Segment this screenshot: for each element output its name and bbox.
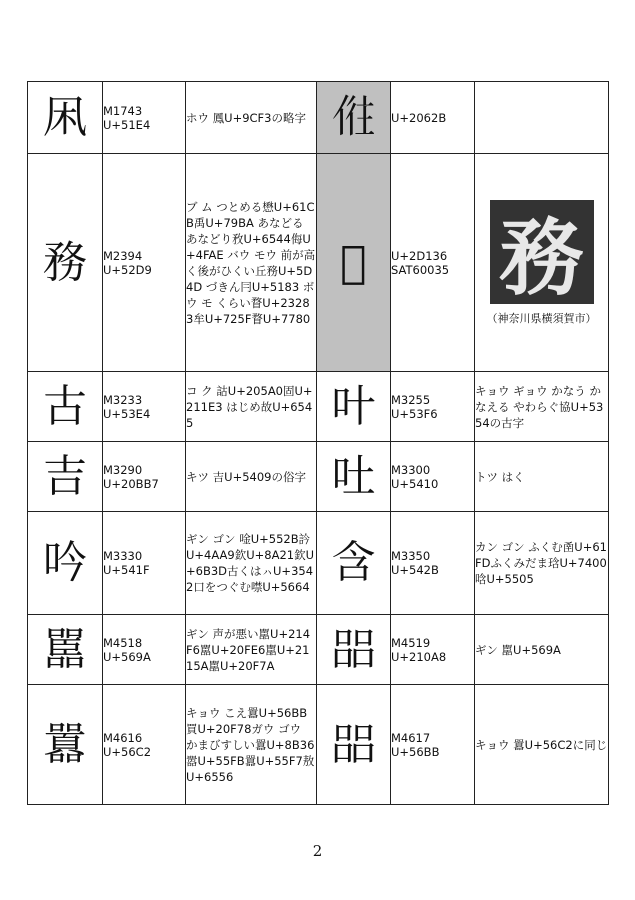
kanji-glyph: 𠉫 (317, 82, 391, 154)
code-cell: M3290 U+20BB7 (103, 442, 186, 512)
kanji-glyph: 吉 (28, 442, 103, 512)
kanji-glyph: 吟 (28, 512, 103, 615)
reading-note: キョウ 囂U+56C2に同じ (475, 685, 609, 805)
kanji-glyph: 務 (28, 154, 103, 372)
table-row (28, 615, 609, 685)
kanji-glyph: 凩 (28, 82, 103, 154)
code-cell: M4519 U+210A8 (391, 615, 475, 685)
reading-note: カン ゴン ふくむ圅U+61FDふくみだま琀U+7400唅U+5505 (475, 512, 609, 615)
kanji-glyph: 㗊 (317, 615, 391, 685)
code-cell: M3255 U+53F6 (391, 372, 475, 442)
reading-note: キョウ ギョウ かなう かなえる やわらぐ協U+5354の古字 (475, 372, 609, 442)
code-cell: M2394 U+52D9 (103, 154, 186, 372)
kanji-photo: 務 (490, 200, 594, 304)
photo-caption: （神奈川県横須賀市） (486, 311, 597, 325)
code-cell: M4616 U+56C2 (103, 685, 186, 805)
reading-note: キョウ こえ囂U+56BB買U+20F78ガウ ゴウ かまびすしい囂U+8B36嚣U+55FB囂U+55F7敖U+6556 (186, 685, 317, 805)
reading-note: トツ はく (475, 442, 609, 512)
code-cell: M3330 U+541F (103, 512, 186, 615)
page-number: 2 (312, 842, 323, 860)
table-row (28, 442, 609, 512)
kanji-glyph: 叶 (317, 372, 391, 442)
kanji-glyph: 古 (28, 372, 103, 442)
reading-note: ホウ 鳳U+9CF3の略字 (186, 82, 317, 154)
reading-note: キツ 吉U+5409の俗字 (186, 442, 317, 512)
kanji-glyph: 嚚 (28, 615, 103, 685)
reading-note (475, 82, 609, 154)
kanji-glyph: 含 (317, 512, 391, 615)
reading-note: ブ ム つとめる懋U+61CB禹U+79BA あなどる あなどり敄U+6544侮U+4FAE バウ モウ 前が高く後がひくい丘務U+5D4D づきん冃U+5183 ボウ モ くらい瞀U+23283牟U+725F瞀U+7780 (186, 154, 317, 372)
code-cell: M1743 U+51E4 (103, 82, 186, 154)
kanji-glyph: 囂 (28, 685, 103, 805)
code-cell: M4518 U+569A (103, 615, 186, 685)
kanji-glyph: 吐 (317, 442, 391, 512)
reading-note: ギン ゴン 唫U+552B訡U+4AA9欽U+8A21欽U+6B3D古くはㇵU+3542口をつぐむ噤U+5664 (186, 512, 317, 615)
code-cell: U+2D136 SAT60035 (391, 154, 475, 372)
kanji-glyph: 𭄶 (317, 154, 391, 372)
code-cell: M3300 U+5410 (391, 442, 475, 512)
kanji-glyph: 㗊 (317, 685, 391, 805)
code-cell: M3233 U+53E4 (103, 372, 186, 442)
photo-cell (475, 154, 609, 372)
table-row (28, 512, 609, 615)
table-row (28, 372, 609, 442)
code-cell: M4617 U+56BB (391, 685, 475, 805)
table-row (28, 154, 609, 372)
code-cell: M3350 U+542B (391, 512, 475, 615)
code-cell: U+2062B (391, 82, 475, 154)
reading-note: コ ク 詁U+205A0固U+211E3 はじめ故U+6545 (186, 372, 317, 442)
table-row (28, 82, 609, 154)
reading-note: ギン 声が悪い嚚U+214F6嚚U+20FE6嚚U+2115A嚚U+20F7A (186, 615, 317, 685)
reading-note: ギン 嚚U+569A (475, 615, 609, 685)
table-row (28, 685, 609, 805)
kanji-table (27, 81, 609, 805)
